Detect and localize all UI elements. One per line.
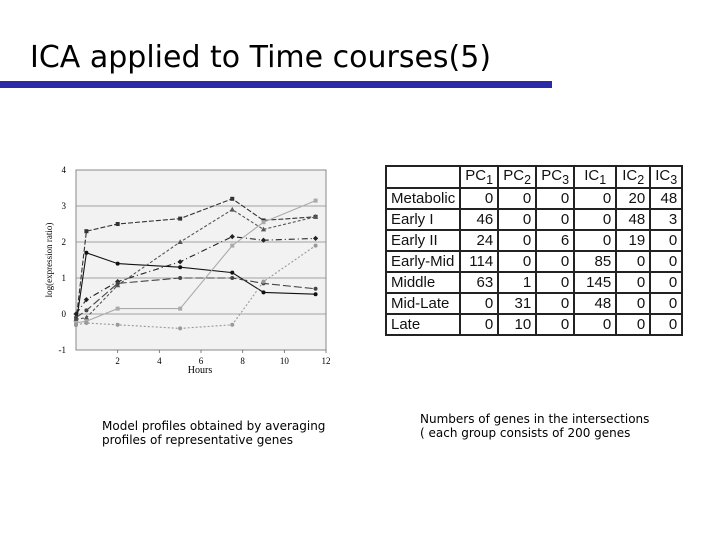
time-course-line-chart [40,160,340,380]
table-cell: 0 [575,315,615,334]
y-axis-label: log(expression ratio) [44,222,54,298]
slide-title: ICA applied to Time courses(5) [30,40,492,75]
table-cell: 0 [537,273,573,292]
table-cell: 0 [617,252,649,271]
data-point [74,316,78,320]
table-cell: 0 [537,252,573,271]
table-corner-cell [387,167,459,187]
table-cell: 0 [537,210,573,229]
plot-area [76,170,326,350]
table-cell: 46 [461,210,497,229]
row-label: Late [387,315,459,334]
table-cell: 114 [461,252,497,271]
table-cell: 0 [461,189,497,208]
table-cell: 0 [651,273,681,292]
table-cell: 1 [499,273,535,292]
table-cell: 0 [651,252,681,271]
table-cell: 6 [537,231,573,250]
data-point [84,308,88,312]
row-label: Early II [387,231,459,250]
table-cell: 85 [575,252,615,271]
table-cell: 0 [651,315,681,334]
data-point [314,199,318,203]
data-point [314,287,318,291]
column-header: $IC_1$ [575,167,615,187]
table-cell: 0 [575,231,615,250]
table-row [387,294,681,313]
table-cell: 0 [537,294,573,313]
table-cell: 19 [617,231,649,250]
row-label: Early-Mid [387,252,459,271]
data-point [314,244,318,248]
table-row [387,231,681,250]
table-caption [420,412,690,440]
title-underline [0,81,552,88]
data-point [230,244,234,248]
data-point [178,307,182,311]
column-header: $IC_2$ [617,167,649,187]
table-cell: 63 [461,273,497,292]
table-cell: 0 [499,252,535,271]
table-cell: 0 [617,273,649,292]
table-row [387,210,681,229]
table-cell: 0 [617,294,649,313]
table-cell: 0 [575,210,615,229]
table-cell: 48 [575,294,615,313]
data-point [84,229,88,233]
column-header: $PC_1$ [461,167,497,187]
table-cell: 0 [499,231,535,250]
table-cell: 0 [461,315,497,334]
data-point [116,323,120,327]
data-point [262,290,266,294]
data-point [116,222,120,226]
x-tick-label: 8 [240,356,245,366]
data-point [178,276,182,280]
table-cell: 48 [651,189,681,208]
gene-count-table [385,165,683,336]
data-point [314,292,318,296]
table-row [387,189,681,208]
table-cell: 48 [617,210,649,229]
table-cell: 31 [499,294,535,313]
column-header: $PC_3$ [537,167,573,187]
chart-caption: Model profiles obtained by averaging profiles of representative genes [102,419,326,447]
x-tick-label: 10 [279,356,289,366]
table-caption-line: Numbers of genes in the intersections [420,412,650,426]
table-cell: 0 [499,189,535,208]
x-tick-label: 12 [321,356,331,366]
table-row [387,315,681,334]
y-tick-label: 4 [61,165,66,175]
table-cell: 0 [651,294,681,313]
data-point [84,321,88,325]
data-point [178,265,182,269]
row-label: Middle [387,273,459,292]
row-label: Metabolic [387,189,459,208]
table-cell: 10 [499,315,535,334]
y-tick-label: 1 [61,273,66,283]
row-label: Early I [387,210,459,229]
table-cell: 24 [461,231,497,250]
table-cell: 0 [617,315,649,334]
data-point [116,281,120,285]
x-tick-label: 6 [198,356,204,366]
table-cell: 3 [651,210,681,229]
table-cell: 0 [537,315,573,334]
x-axis-label: Hours [187,365,213,376]
data-point [230,276,234,280]
table-cell: 145 [575,273,615,292]
y-tick-labels [59,165,67,355]
x-tick-labels [115,350,330,366]
table-cell: 0 [499,210,535,229]
y-tick-label: -1 [58,345,66,355]
table-cell: 0 [651,231,681,250]
table-caption-line: ( each group consists of 200 genes [420,426,631,440]
table-header-row [387,167,681,187]
table-cell: 20 [617,189,649,208]
table-cell: 0 [575,189,615,208]
data-point [116,262,120,266]
column-header: $PC_2$ [499,167,535,187]
table-row [387,273,681,292]
x-tick-label: 4 [157,356,162,366]
data-point [74,323,78,327]
data-point [178,326,182,330]
data-point [230,271,234,275]
data-point [230,197,234,201]
y-tick-label: 2 [61,237,66,247]
data-point [178,217,182,221]
table-cell: 0 [537,189,573,208]
data-point [262,220,266,224]
data-point [262,280,266,284]
column-header: $IC_3$ [651,167,681,187]
data-point [116,307,120,311]
x-tick-label: 2 [115,356,120,366]
gene-count-table-container [385,165,683,336]
data-point [230,323,234,327]
row-label: Mid-Late [387,294,459,313]
y-tick-label: 3 [61,201,66,211]
table-cell: 0 [461,294,497,313]
data-point [84,251,88,255]
y-tick-label: 0 [61,309,66,319]
table-row [387,252,681,271]
